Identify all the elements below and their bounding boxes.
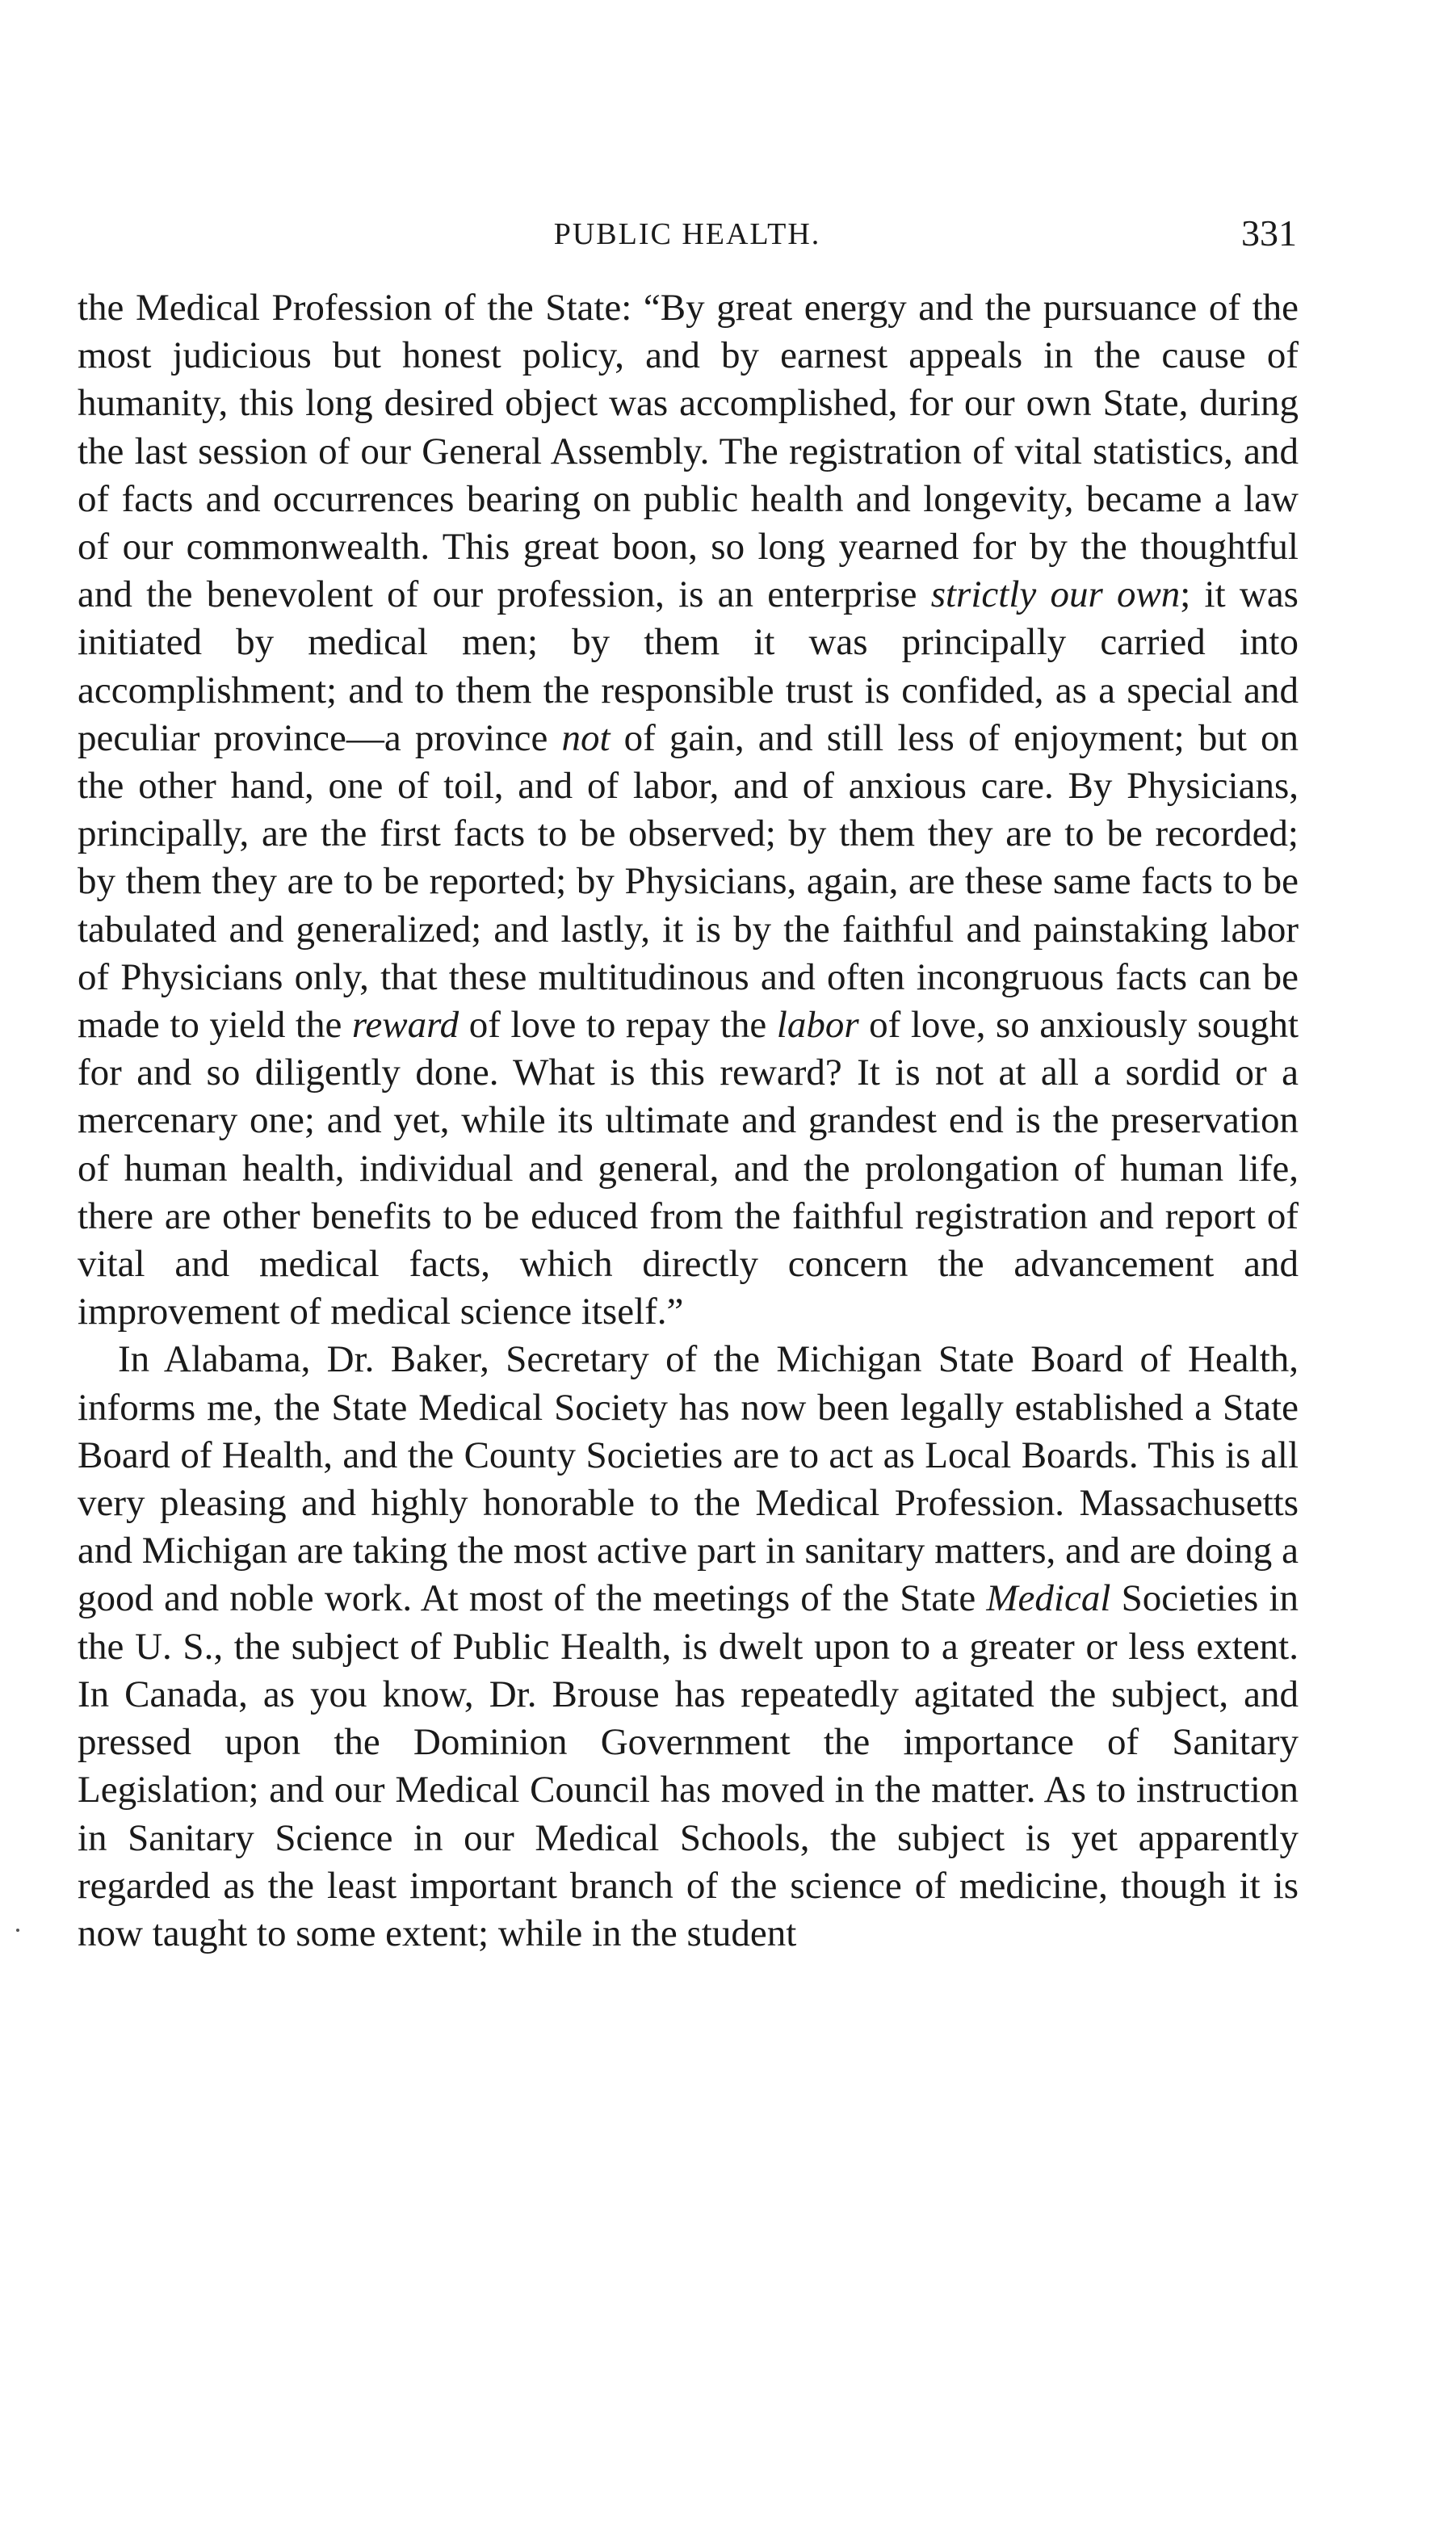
text-run: of love, so anxiously sought for and so diligently done. What is this reward? It is not at all a sordid or a mercenary one; and yet, while its ultimate and grandest end is the preservation of human health, individual and general, and the prolongation of human life, there are other benefits to be educed from the faithful registration and report of vital and medical facts, which directly concern the advancement and improvement of medical science itself.” — [78, 1004, 1299, 1333]
italic-run: labor — [776, 1004, 859, 1047]
text-run: ; it was initiated by medical men; by them it was principally carried into accomplishment; and to them the responsible trust is confided, as a special and peculiar province—a province — [78, 573, 1299, 759]
text-run: of gain, and still less of enjoyment; but on the other hand, one of toil, and of labor, and of anxious care. By Physicians, principally, are the first facts to be observed; by them they are to be recorded; by them they are to be reported; by Physicians, again, are these same facts to be tabulated and generalized; and lastly, it is by the faithful and painstaking labor of Physicians only, that these multitudinous and often incongruous facts can be made to yield the — [78, 716, 1299, 1047]
running-title: PUBLIC HEALTH. — [553, 217, 821, 251]
running-head — [78, 212, 1297, 260]
paragraph-2 — [78, 1336, 1299, 1958]
text-run: Societies in the U. S., the subject of Public Health, is dwelt upon to a greater or less extent. In Canada, as you know, Dr. Brouse has repeatedly agitated the subject, and pressed upon the Dominion Government the importance of Sanitary Legislation; and our Medical Council has moved in the matter. As to instruction in Sanitary Science in our Medical Schools, the subject is yet apparently regarded as the least important branch of the science of medicine, though it is now taught to some extent; while in the student — [78, 1577, 1299, 1954]
text-run: the Medical Profession of the State: “By great energy and the pursuance of the most judicious but honest policy, and by earnest appeals in the cause of humanity, this long desired object was accomplished, for our own State, during the last session of our General Assembly. The registration of vital statistics, and of facts and occurrences bearing on public health and longevity, became a law of our commonwealth. This great boon, so long yearned for by the thoughtful and the benevolent of our profession, is an enterprise — [78, 287, 1299, 616]
italic-run: strictly our own — [930, 573, 1181, 616]
body-text — [78, 284, 1299, 1958]
print-speck — [16, 1929, 19, 1932]
italic-run: reward — [351, 1004, 459, 1047]
paragraph-1 — [78, 284, 1299, 1336]
italic-run: not — [561, 716, 611, 759]
text-run: In Alabama, Dr. Baker, Secretary of the Michigan State Board of Health, informs me, the State Medical Society has now been legally established a State Board of Health, and the County Societies are to act as Local Boards. This is all very pleasing and highly honorable to the Medical Profession. Massachusetts and Michigan are taking the most active part in sanitary matters, and are doing a good and noble work. At most of the meetings of the State — [78, 1338, 1299, 1620]
italic-run: Medical — [986, 1577, 1111, 1620]
page-number: 331 — [1241, 212, 1297, 254]
text-run: of love to repay the — [459, 1004, 777, 1047]
